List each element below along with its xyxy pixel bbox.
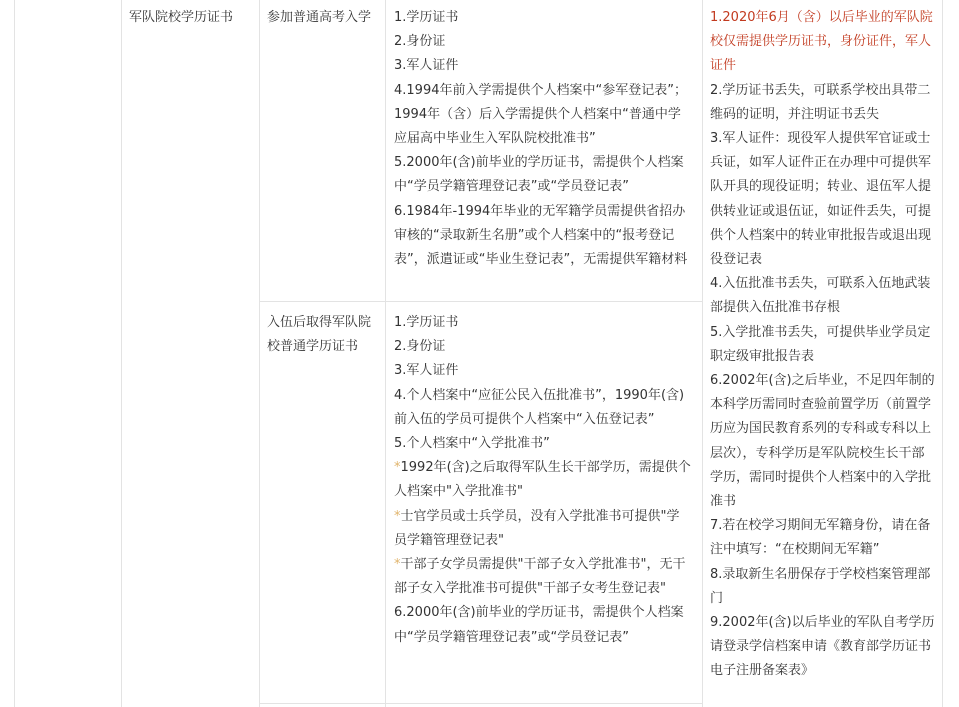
note-item: 6.2002年(含)之后毕业，不足四年制的本科学历需同时查验前置学历（前置学历应为国民教育系列的专科或专科以上层次），专科学历是军队院校生长干部学历，需同时提供个人档案中的入学批准书 [710,373,935,510]
row-label: 参加普通高考入学 [267,10,372,25]
material-item: 6.1984年-1994年毕业的无军籍学员需提供省招办审核的“录取新生名册”或个人档案中的“报考登记表”，派遣证或“毕业生登记表”，无需提供军籍材料 [394,203,688,268]
material-item: 6.2000年(含)前毕业的学历证书，需提供个人档案中“学员学籍管理登记表”或“学员登记表” [394,605,684,645]
table-border [385,0,386,707]
note-item: 9.2002年(含)以后毕业的军队自考学历请登录学信档案申请《教育部学历证书电子注册备案表》 [710,615,935,679]
materials-list [394,311,692,650]
table-border [259,0,260,707]
note-item: 5.入学批准书丢失，可提供毕业学员定职定级审批报告表 [710,324,931,364]
note-item: 2.学历证书丢失，可联系学校出具带二维码的证明，并注明证书丢失 [710,82,931,122]
table-border [121,0,122,707]
row-label: 入伍后取得军队院校普通学历证书 [267,315,372,355]
material-item: 3.军人证件 [394,58,459,74]
table-border [14,0,15,707]
asterisk-icon: * [394,557,401,573]
material-subitem: *1992年(含)之后取得军队生长干部学历，需提供个人档案中"入学批准书" [394,460,691,500]
material-item: 4.1994年前入学需提供个人档案中“参军登记表”；1994年（含）后入学需提供个人档案中“普通中学应届高中毕业生入军队院校批准书” [394,82,687,147]
table-border [942,0,943,707]
material-item: 5.个人档案中“入学批准书” [394,436,550,452]
material-item: 2.身份证 [394,339,446,355]
material-item: 4.个人档案中“应征公民入伍批准书”，1990年(含)前入伍的学员可提供个人档案中“入伍登记表” [394,387,685,427]
table-border [702,0,703,707]
material-item: 3.军人证件 [394,363,459,379]
note-item: 3.军人证件：现役军人提供军官证或士兵证，如军人证件正在办理中可提供军队开具的现役证明；转业、退伍军人提供转业证或退伍证，如证件丢失，可提供个人档案中的转业审批报告或退出现役登记表 [710,131,932,268]
notes-column [710,6,936,684]
asterisk-icon: * [394,508,401,524]
material-item: 1.学历证书 [394,10,459,25]
material-item: 2.身份证 [394,34,446,50]
asterisk-icon: * [394,460,401,476]
row-label-cell [267,6,373,30]
category-label: 军队院校学历证书 [129,10,234,25]
row-label-cell [267,311,373,359]
row-divider [259,703,702,704]
row-divider [259,301,702,302]
note-item: 8.录取新生名册保存于学校档案管理部门 [710,566,931,606]
category-cell [129,6,253,30]
note-item: 4.入伍批准书丢失，可联系入伍地武装部提供入伍批准书存根 [710,276,931,316]
material-item: 5.2000年(含)前毕业的学历证书，需提供个人档案中“学员学籍管理登记表”或“学员登记表” [394,155,684,195]
material-subitem: *士官学员或士兵学员，没有入学批准书可提供"学员学籍管理登记表" [394,508,680,548]
highlight-note: 1.2020年6月（含）以后毕业的军队院校仅需提供学历证书，身份证件，军人证件 [710,10,933,74]
material-subitem: *干部子女学员需提供"干部子女入学批准书"，无干部子女入学批准书可提供"干部子女考生登记表" [394,557,686,597]
materials-list [394,6,692,272]
material-item: 1.学历证书 [394,315,459,330]
note-item: 7.若在校学习期间无军籍身份，请在备注中填写：“在校期间无军籍” [710,518,931,558]
